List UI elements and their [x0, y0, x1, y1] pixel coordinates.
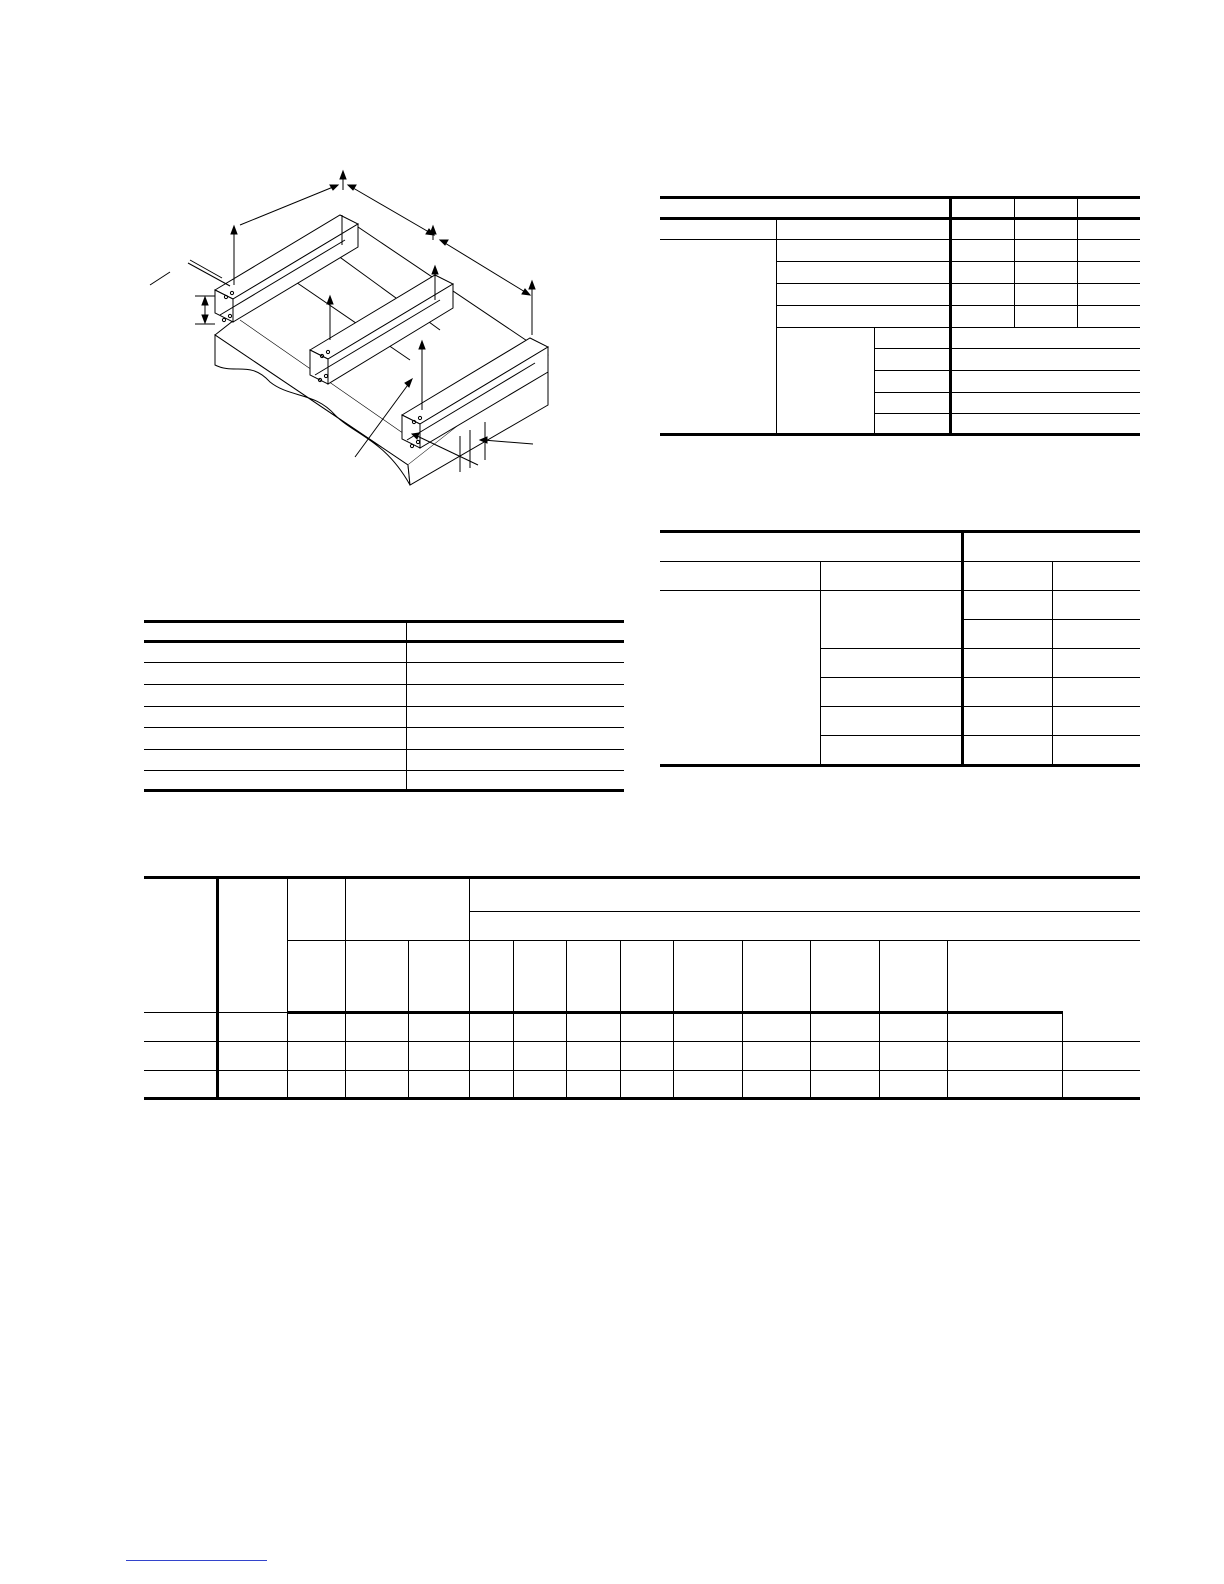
- table-row: [144, 685, 624, 707]
- table-row: [660, 240, 1140, 262]
- table-row: [144, 941, 1140, 1013]
- table-row: [660, 591, 1140, 620]
- table-row: [144, 642, 624, 663]
- table-row: [144, 771, 624, 791]
- footer-link-underline[interactable]: [126, 1560, 267, 1561]
- table-row: [144, 622, 624, 642]
- bottom-table: [144, 876, 1140, 1100]
- table-row: [144, 1071, 1140, 1099]
- table-row: [660, 532, 1140, 562]
- table-row: [144, 707, 624, 728]
- rigging-figure: [140, 160, 550, 500]
- left-table: [144, 620, 624, 792]
- table-row: [144, 750, 624, 771]
- middle-right-table: [660, 530, 1140, 767]
- top-right-table: [660, 196, 1140, 436]
- table-row: [144, 1042, 1140, 1071]
- table-row: [660, 562, 1140, 591]
- table-row: [144, 728, 624, 750]
- table-row: [660, 198, 1140, 219]
- table-row: [144, 878, 1140, 912]
- table-row: [144, 1013, 1140, 1042]
- table-row: [144, 663, 624, 685]
- table-row: [660, 219, 1140, 240]
